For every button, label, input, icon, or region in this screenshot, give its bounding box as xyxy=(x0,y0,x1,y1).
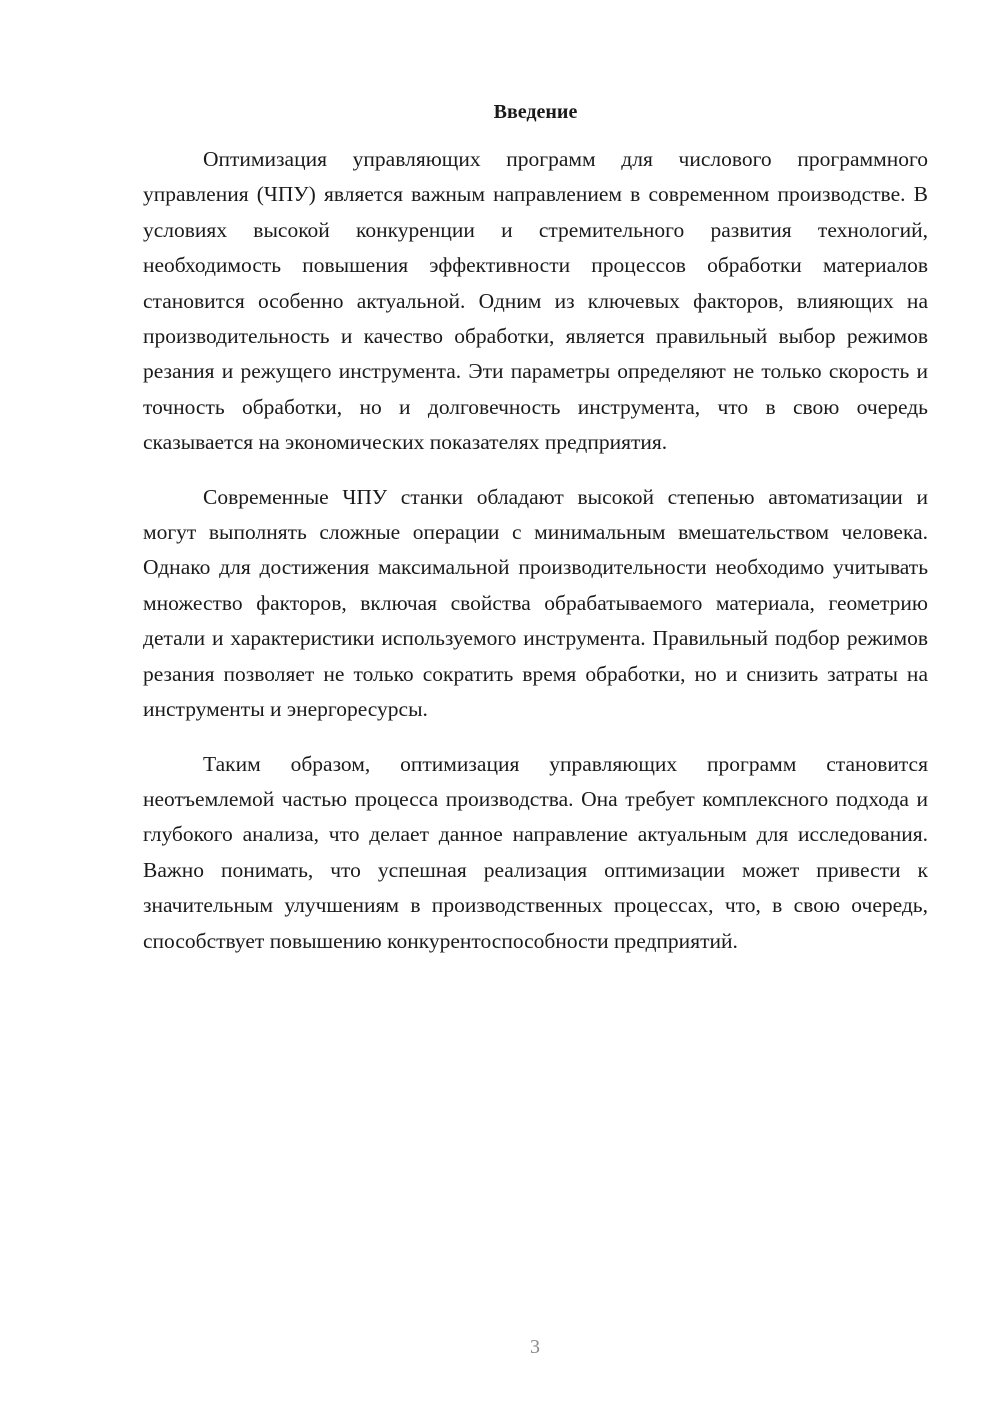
paragraph-1: Оптимизация управляющих программ для числового программного управления (ЧПУ) является важным направлением в современном производстве. В условиях высокой конкуренции и стремительного развития технологий, необходимость повышения эффективности процессов обработки материалов становится особенно актуальной. Одним из ключевых факторов, влияющих на производительность и качество обработки, является правильный выбор режимов резания и режущего инструмента. Эти параметры определяют не только скорость и точность обработки, но и долговечность инструмента, что в свою очередь сказывается на экономических показателях предприятия. xyxy=(143,147,928,455)
paragraph-2: Современные ЧПУ станки обладают высокой степенью автоматизации и могут выполнять сложные операции с минимальным вмешательством человека. Однако для достижения максимальной производительности необходимо учитывать множество факторов, включая свойства обрабатываемого материала, геометрию детали и характеристики используемого инструмента. Правильный подбор режимов резания позволяет не только сократить время обработки, но и снизить затраты на инструменты и энергоресурсы. xyxy=(143,484,928,722)
section-heading: Введение xyxy=(493,101,578,123)
paragraph-3: Таким образом, оптимизация управляющих программ становится неотъемлемой частью процесса производства. Она требует комплексного подхода и глубокого анализа, что делает данное направление актуальным для исследования. Важно понимать, что успешная реализация оптимизации может привести к значительным улучшениям в производственных процессах, что, в свою очередь, способствует повышению конкурентоспособности предприятий. xyxy=(143,751,928,953)
body-text xyxy=(143,142,928,978)
page-number: 3 xyxy=(530,1336,540,1358)
